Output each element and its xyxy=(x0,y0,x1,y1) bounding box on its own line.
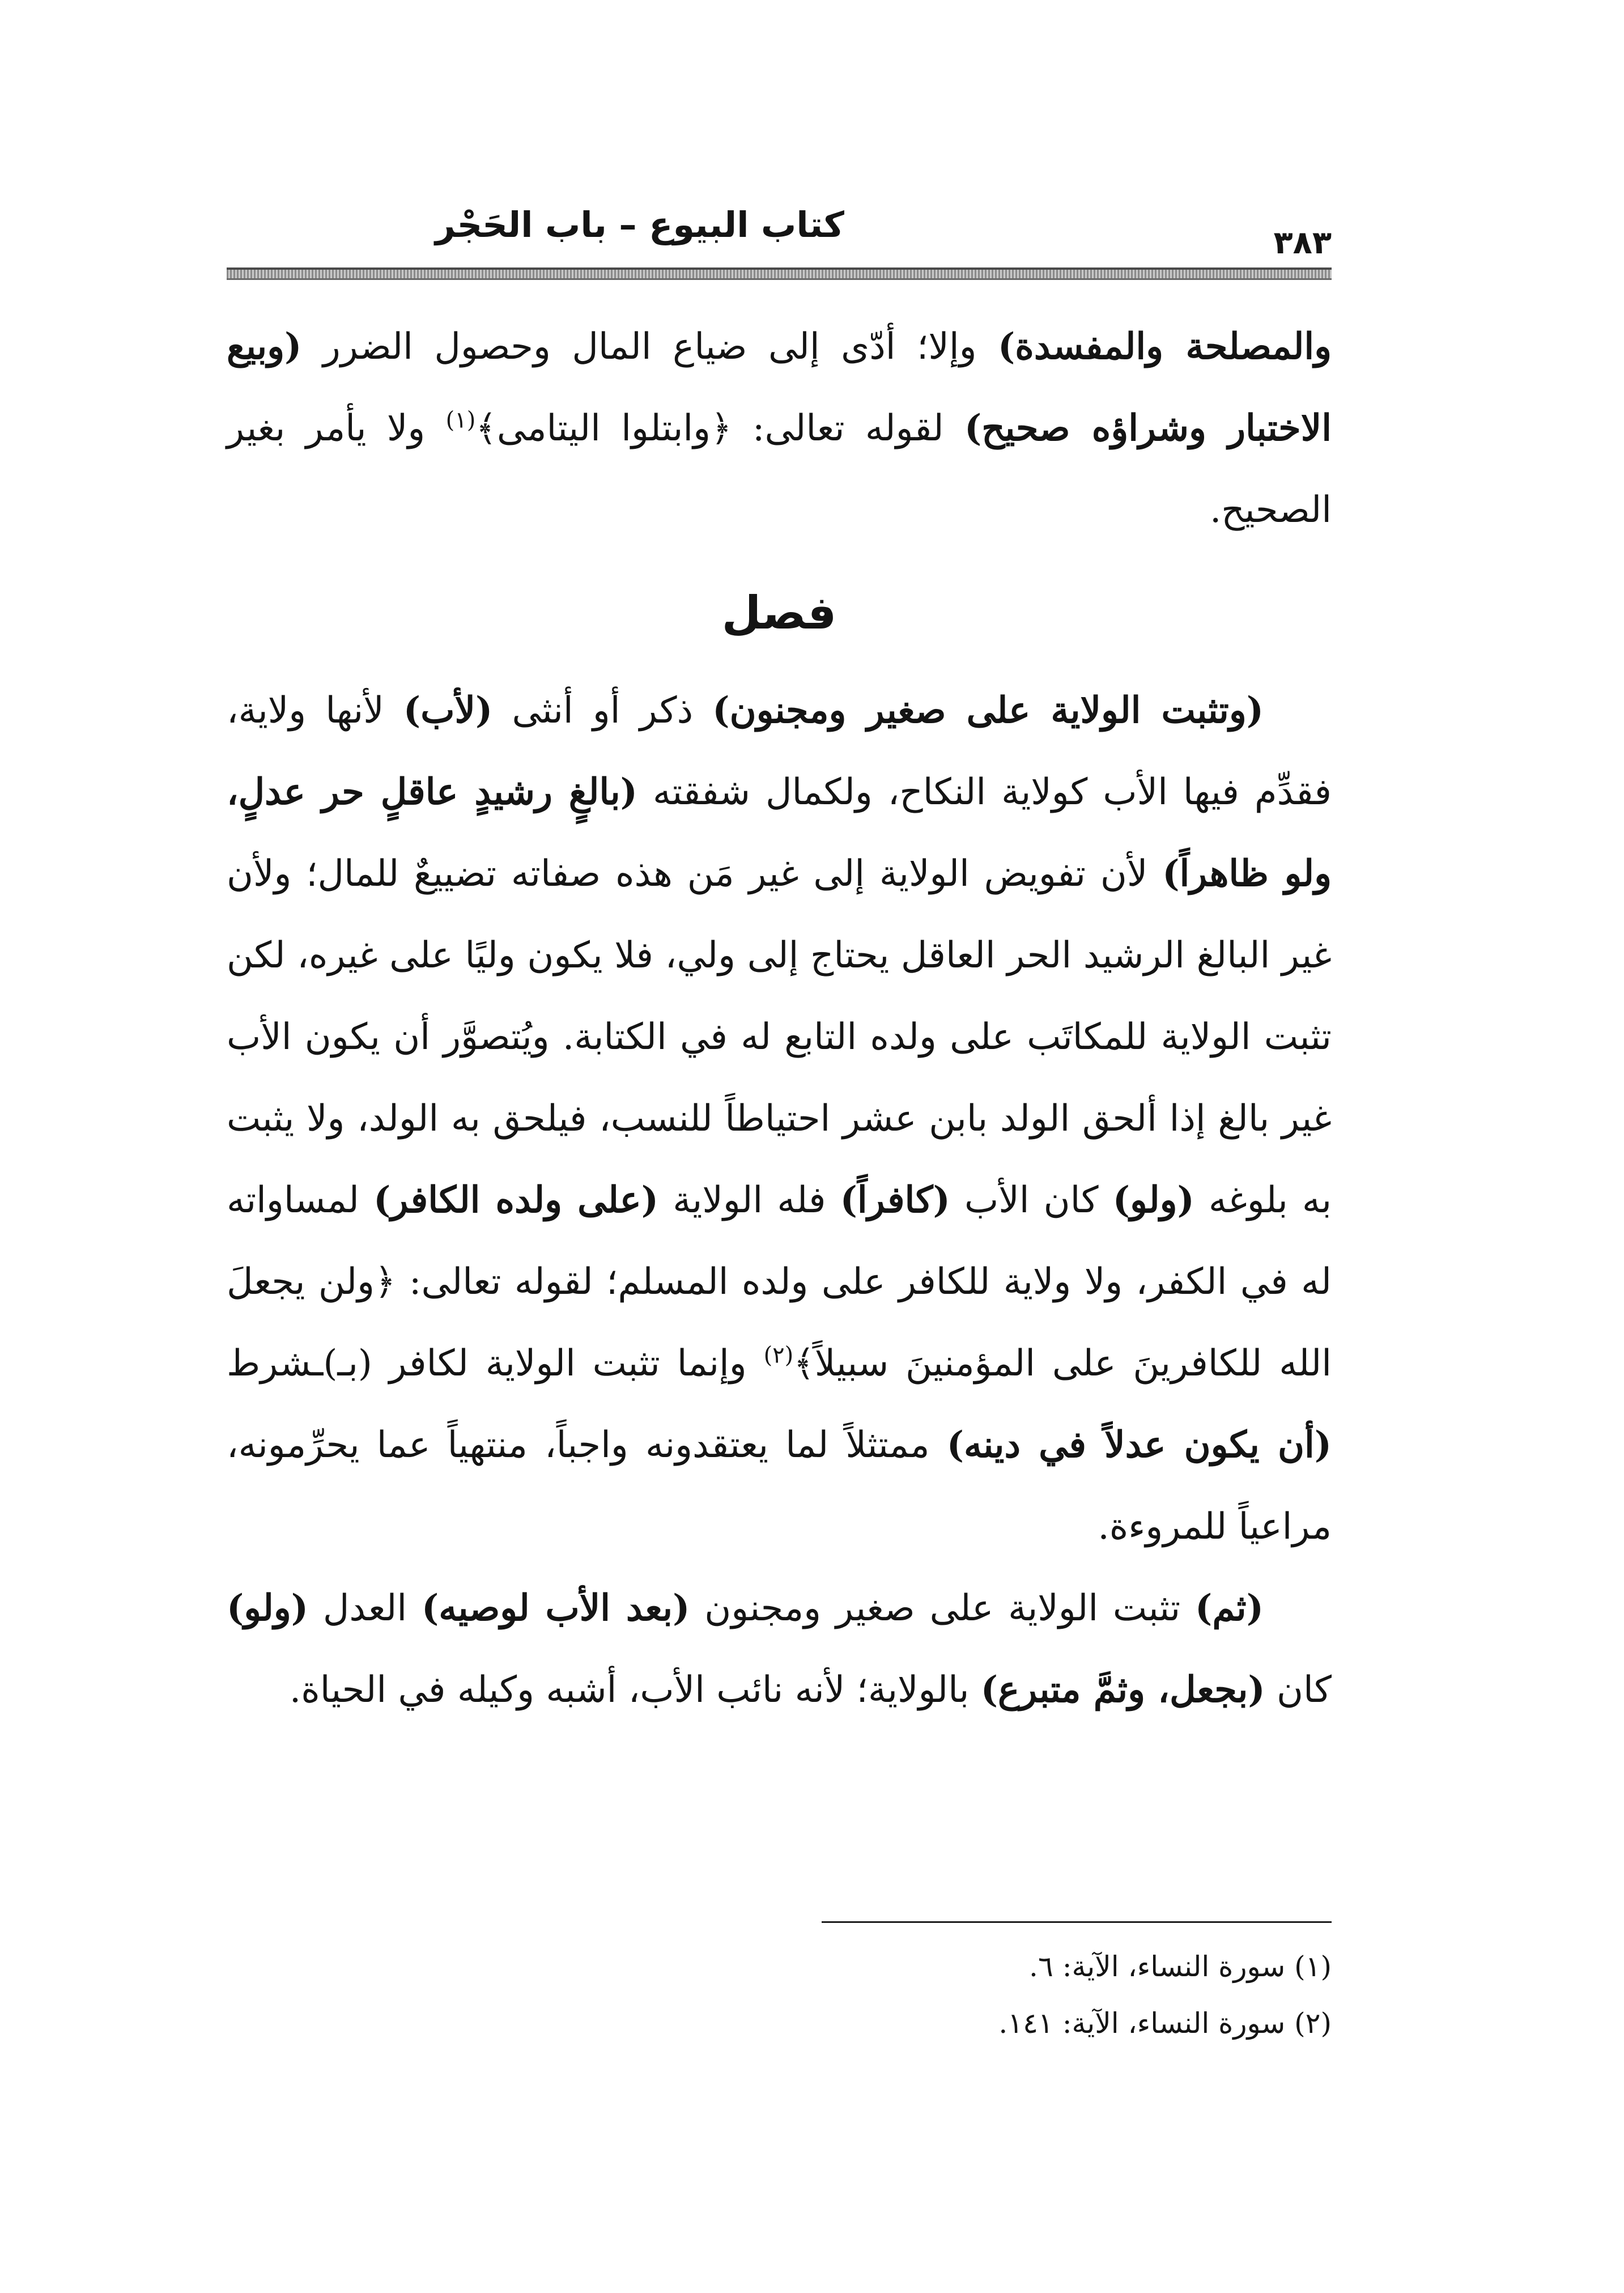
footnote-rule xyxy=(822,1921,1332,1923)
bold-text: (لأب) xyxy=(403,689,493,732)
text-run: كان الأب xyxy=(950,1179,1113,1221)
text-run: العدل xyxy=(308,1587,422,1629)
bold-text: (ثم) xyxy=(1195,1587,1264,1629)
text-run: ذكر أو أنثى xyxy=(492,690,713,732)
text-run: لأن تفويض الولاية إلى غير مَن هذه صفاته تضييعٌ للمال؛ ولأن غير البالغ الرشيد الحر العاقل يحتاج إلى ولي، فلا يكون وليًا على غيره، لكن تثبت الولاية للمكاتَب على ولده التابع له في الكتابة. ويُتصوَّر أن يكون الأب غير بالغ إذا ألحق الولد بابن عشر احتياطاً للنسب، فيلحق به الولد، ولا يثبت به بلوغه xyxy=(227,853,1332,1221)
footnote-2: (٢) سورة النساء، الآية: ١٤١. xyxy=(998,2007,1332,2040)
running-header xyxy=(227,204,1332,266)
text-run: فله الولاية xyxy=(658,1179,840,1221)
text-run: بالولاية؛ لأنه نائب الأب، أشبه وكيله في الحياة. xyxy=(289,1669,981,1711)
text-run: ولا يأمر بغير الصحيح. xyxy=(227,407,1332,531)
text-run: كان xyxy=(1265,1669,1332,1711)
text-run: لمساواته له في الكفر، ولا ولاية للكافر على ولده المسلم؛ لقوله تعالى: ﴿ولن يجعلَ الله للكافرينَ على المؤمنينَ سبيلاً﴾ xyxy=(227,1179,1332,1385)
footnote-ref-1[interactable]: (١) xyxy=(445,407,476,434)
bold-text: (كافراً) xyxy=(840,1179,950,1221)
paragraph-2 xyxy=(227,670,1332,1568)
bold-text: (بالغٍ رشيدٍ عاقلٍ حر عدلٍ، ولو ظاهراً) xyxy=(227,771,1332,895)
paragraph-3 xyxy=(227,1568,1332,1731)
bold-text: والمصلحة والمفسدة) xyxy=(998,325,1332,368)
bold-text: (ولو) xyxy=(1112,1179,1194,1221)
body-text xyxy=(227,306,1332,1731)
bold-text: (وتثبت الولاية على صغير ومجنون) xyxy=(712,689,1264,732)
footnotes xyxy=(227,1938,1332,2052)
paragraph-1 xyxy=(227,306,1332,551)
text-run: لأنها ولاية، فقدِّم فيها الأب كولاية النكاح، ولكمال شفقته xyxy=(227,690,1332,813)
text-run: وإنما تثبت الولاية لكافر (بـ)ـشرط xyxy=(227,1343,764,1385)
text-run: لقوله تعالى: ﴿وابتلوا اليتامى﴾ xyxy=(475,407,964,449)
text-run: ممتثلاً لما يعتقدونه واجباً، منتهياً عما يحرِّمونه، مراعياً للمروءة. xyxy=(227,1424,1332,1548)
footnote-ref-2[interactable]: (٢) xyxy=(763,1342,794,1369)
page-number: ٣٨٣ xyxy=(1273,224,1332,261)
bold-text: (بعد الأب لوصيه) xyxy=(421,1587,690,1629)
text-run: تثبت الولاية على صغير ومجنون xyxy=(690,1587,1196,1629)
bold-text: (أن يكون عدلاً في دينه) xyxy=(946,1424,1332,1466)
bold-text: (بجعل، وثمَّ متبرع) xyxy=(980,1668,1265,1711)
header-rule xyxy=(227,267,1332,280)
section-heading: فصل xyxy=(721,587,837,639)
bold-text: (وبيع الاختبار وشراؤه صحيح) xyxy=(227,325,1332,449)
running-title: كتاب البيوع – باب الحَجْر xyxy=(435,204,844,245)
footnote-1: (١) سورة النساء، الآية: ٦. xyxy=(1029,1950,1332,1983)
bold-text: (على ولده الكافر) xyxy=(373,1179,659,1221)
bold-text: (ولو) xyxy=(227,1587,309,1629)
text-run: وإلا؛ أدّى إلى ضياع المال وحصول الضرر xyxy=(301,326,998,368)
